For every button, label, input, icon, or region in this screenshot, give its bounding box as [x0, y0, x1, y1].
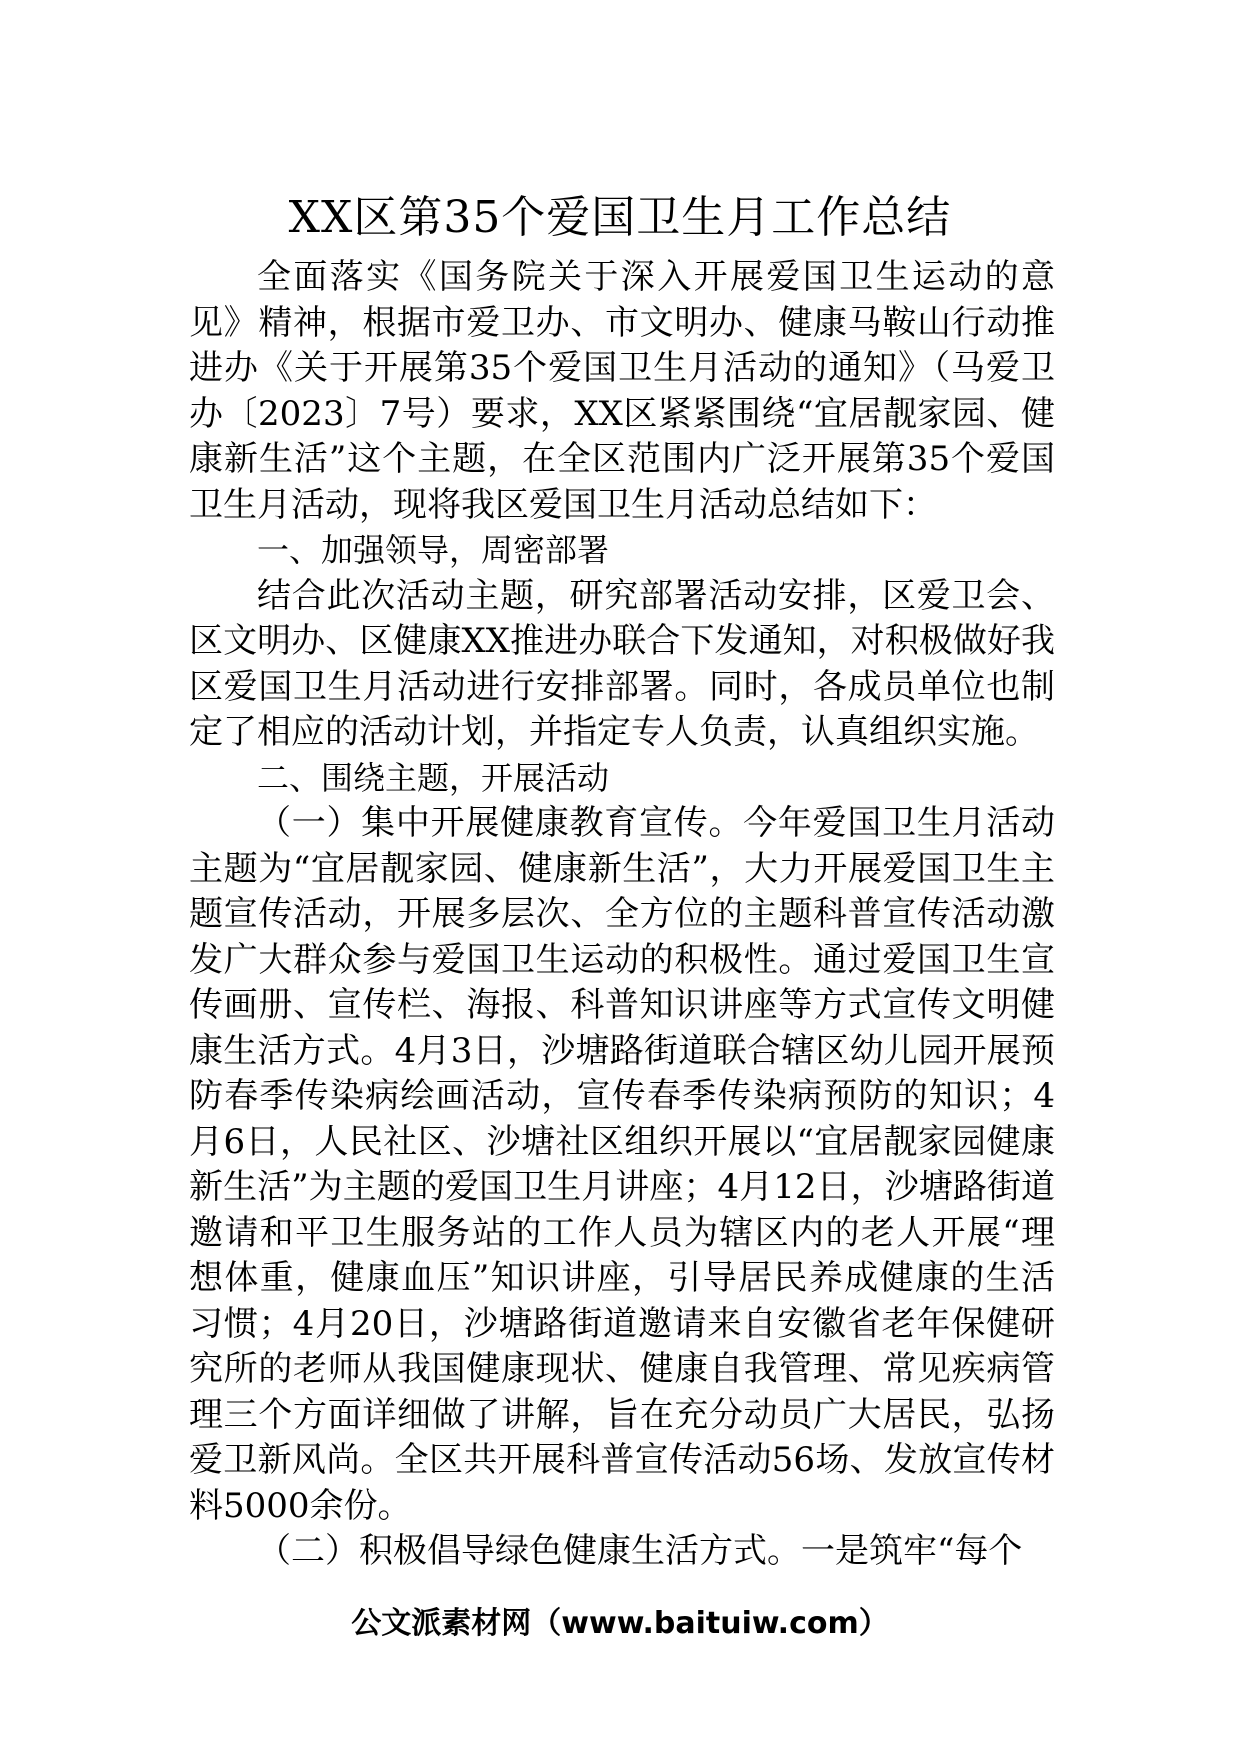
paragraph-health-education: （一）集中开展健康教育宣传。今年爱国卫生月活动主题为“宜居靓家园、健康新生活”，大力开展爱国卫生主题宣传活动，开展多层次、全方位的主题科普宣传活动激发广大群众参与爱国卫生运动的积极性。通过爱国卫生宣传画册、宣传栏、海报、科普知识讲座等方式宣传文明健康生活方式。4月3日，沙塘路街道联合辖区幼儿园开展预防春季传染病绘画活动，宣传春季传染病预防的知识；4月6日，人民社区、沙塘社区组织开展以“宜居靓家园健康新生活”为主题的爱国卫生月讲座；4月12日，沙塘路街道邀请和平卫生服务站的工作人员为辖区内的老人开展“理想体重，健康血压”知识讲座，引导居民养成健康的生活习惯；4月20日，沙塘路街道邀请来自安徽省老年保健研究所的老师从我国健康现状、健康自我管理、常见疾病管理三个方面详细做了讲解，旨在充分动员广大居民，弘扬爱卫新风尚。全区共开展科普宣传活动56场、发放宣传材料5000余份。	[189, 803, 1055, 1526]
document-body	[189, 255, 1055, 1575]
paragraph-green-lifestyle: （二）积极倡导绿色健康生活方式。一是筑牢“每个	[257, 1531, 1023, 1571]
paragraph-intro: 全面落实《国务院关于深入开展爱国卫生运动的意见》精神，根据市爱卫办、市文明办、健康马鞍山行动推进办《关于开展第35个爱国卫生月活动的通知》（马爱卫办〔2023〕7号）要求，XX区紧紧围绕“宜居靓家园、健康新生活”这个主题，在全区范围内广泛开展第35个爱国卫生月活动，现将我区爱国卫生月活动总结如下：	[189, 257, 1055, 525]
paragraph-leadership: 结合此次活动主题，研究部署活动安排，区爱卫会、区文明办、区健康XX推进办联合下发通知，对积极做好我区爱国卫生月活动进行安排部署。同时，各成员单位也制定了相应的活动计划，并指定专人负责，认真组织实施。	[189, 575, 1055, 752]
section-heading-2: 二、围绕主题，开展活动	[257, 758, 610, 797]
footer-watermark: 公文派素材网（www.baituiw.com）	[351, 1606, 889, 1641]
section-heading-1: 一、加强领导，周密部署	[257, 531, 610, 569]
document-title: XX区第35个爱国卫生月工作总结	[288, 192, 952, 243]
